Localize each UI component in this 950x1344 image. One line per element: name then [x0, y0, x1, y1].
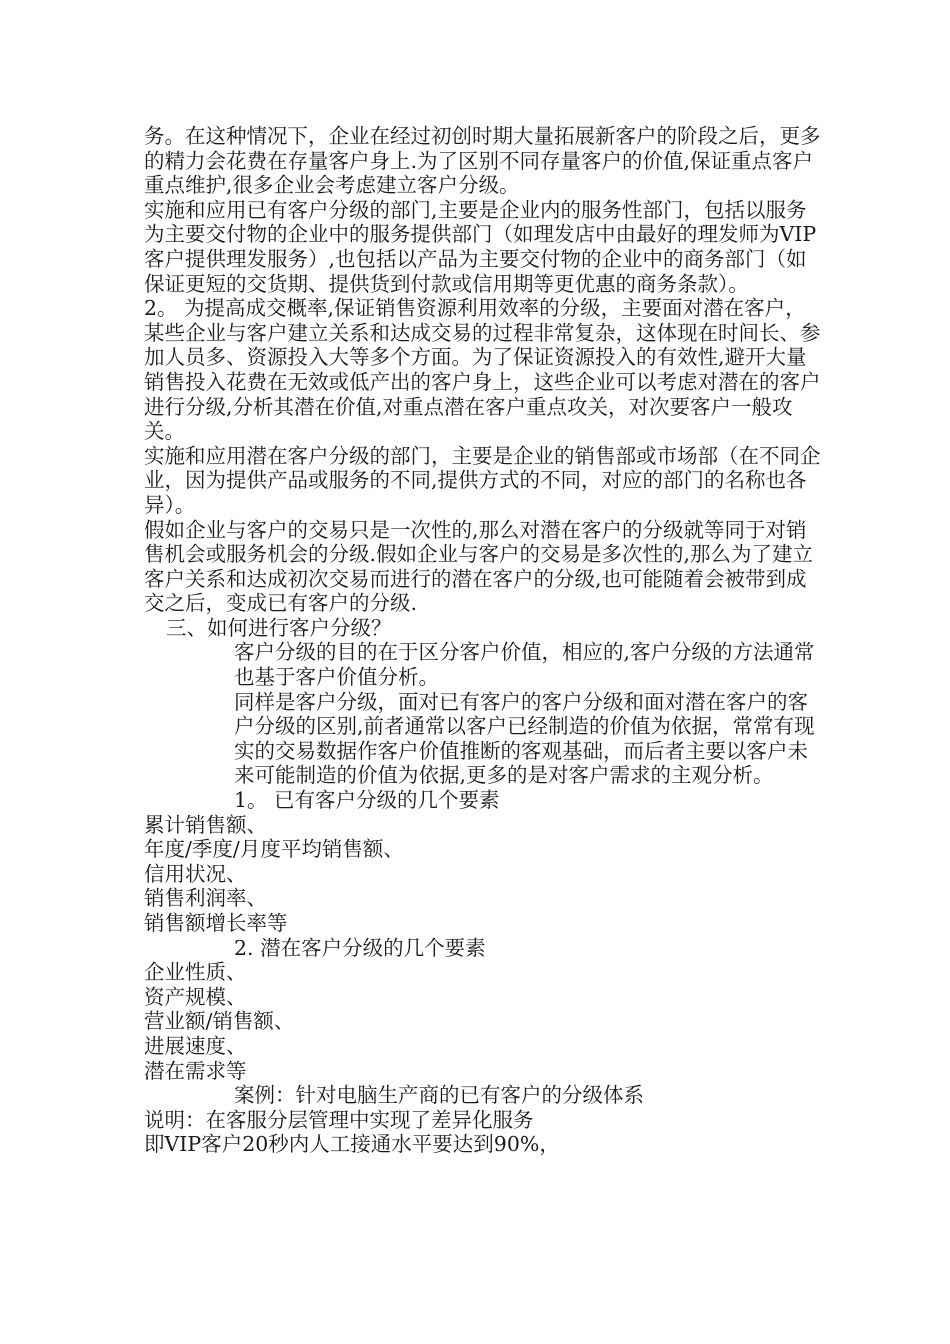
list-item: 进展速度、: [144, 1033, 247, 1058]
list-item: 信用状况、: [144, 861, 247, 886]
list-item: 销售额增长率等: [144, 911, 288, 935]
list-item: 企业性质、: [144, 960, 247, 985]
paragraph: 即VIP客户20秒内人工接通水平要达到90%，: [144, 1132, 560, 1157]
subsection-heading: 1。 已有客户分级的几个要素: [234, 788, 500, 813]
case-heading: 案例：针对电脑生产商的已有客户的分级体系: [234, 1083, 644, 1108]
list-item: 资产规模、: [144, 984, 247, 1009]
list-item: 累计销售额、: [144, 812, 267, 837]
document-body: [144, 124, 824, 1157]
paragraph: 某些企业与客户建立关系和达成交易的过程非常复杂，这体现在时间长、参加人员多、资源投入大等多个方面。为了保证资源投入的有效性,避开大量销售投入花费在无效或低产出的客户身上，这些企业可以考虑对潜在的客户进行分级,分析其潜在价值,对重点潜在客户重点攻关，对次要客户一般攻关。: [144, 320, 821, 444]
paragraph: 2。 为提高成交概率,保证销售资源利用效率的分级，主要面对潜在客户，: [144, 296, 806, 321]
paragraph: 假如企业与客户的交易只是一次性的,那么对潜在客户的分级就等同于对销售机会或服务机会的分级.假如企业与客户的交易是多次性的,那么为了建立客户关系和达成初次交易而进行的潜在客户的分级,也可能随着会被带到成交之后，变成已有客户的分级.: [144, 517, 814, 616]
paragraph: 务。在这种情况下，企业在经过初创时期大量拓展新客户的阶段之后，更多的精力会花费在存量客户身上.为了区别不同存量客户的价值,保证重点客户重点维护,很多企业会考虑建立客户分级。: [144, 124, 821, 198]
list-item: 年度/季度/月度平均销售额、: [144, 837, 404, 862]
list-item: 销售利润率、: [144, 886, 267, 911]
subsection-heading: 2. 潜在客户分级的几个要素: [234, 935, 486, 960]
paragraph: 客户分级的目的在于区分客户价值，相应的,客户分级的方法通常也基于客户价值分析。: [234, 640, 815, 690]
list-item: 潜在需求等: [144, 1058, 247, 1083]
paragraph: 同样是客户分级，面对已有客户的客户分级和面对潜在客户的客户分级的区别,前者通常以客户已经制造的价值为依据，常常有现实的交易数据作客户价值推断的客观基础，而后者主要以客户未来可能制造的价值为依据,更多的是对客户需求的主观分析。: [234, 689, 815, 788]
paragraph: 实施和应用潜在客户分级的部门，主要是企业的销售部或市场部（在不同企业，因为提供产品或服务的不同,提供方式的不同，对应的部门的名称也各异）。: [144, 443, 821, 517]
paragraph: 实施和应用已有客户分级的部门,主要是企业内的服务性部门，包括以服务为主要交付物的企业中的服务提供部门（如理发店中由最好的理发师为VIP客户提供理发服务）,也包括以产品为主要交付物的企业中的商务部门（如保证更短的交货期、提供货到付款或信用期等更优惠的商务条款）。: [144, 197, 817, 296]
section-heading: 三、如何进行客户分级？: [166, 615, 392, 640]
list-item: 营业额/销售额、: [144, 1009, 295, 1034]
paragraph: 说明：在客服分层管理中实现了差异化服务: [144, 1107, 534, 1132]
